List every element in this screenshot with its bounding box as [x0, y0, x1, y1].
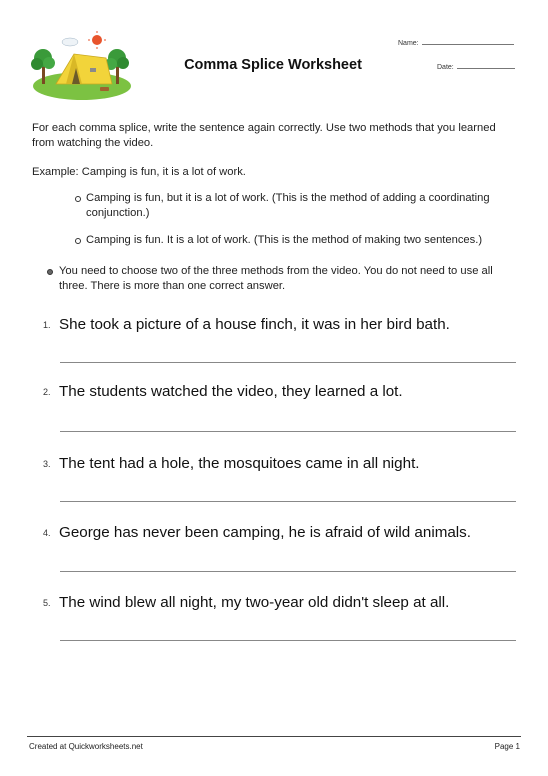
bullet-circle-icon: [75, 238, 81, 244]
question-text: The tent had a hole, the mosquitoes came in all night.: [59, 455, 420, 472]
question-number: 5.: [43, 598, 51, 608]
example-label: Example:: [32, 166, 79, 178]
name-field[interactable]: [398, 38, 514, 47]
question-number: 3.: [43, 459, 51, 469]
bullet-dot-icon: [47, 269, 53, 275]
camping-tent-logo: [28, 30, 136, 104]
question-number: 4.: [43, 528, 51, 538]
question-text: The wind blew all night, my two-year old didn't sleep at all.: [59, 594, 450, 611]
example-method-1-text: Camping is fun, but it is a lot of work. (This is the method of adding a coordinating conjunction.): [86, 192, 490, 219]
footer-credit: Created at Quickworksheets.net: [29, 742, 143, 751]
answer-line[interactable]: [60, 640, 516, 641]
example-sentence: Camping is fun, it is a lot of work.: [81, 166, 246, 178]
example-method-1: [86, 191, 496, 221]
date-label: Date:: [437, 64, 454, 71]
date-blank[interactable]: [457, 62, 515, 69]
question-text: George has never been camping, he is afraid of wild animals.: [59, 524, 471, 541]
cloud-icon: [62, 38, 78, 46]
question-text: She took a picture of a house finch, it was in her bird bath.: [59, 316, 450, 333]
name-label: Name:: [398, 40, 419, 47]
footer-divider: [27, 736, 521, 737]
answer-line[interactable]: [60, 362, 516, 363]
date-field[interactable]: [437, 62, 515, 71]
question-number: 1.: [43, 320, 51, 330]
question-text: The students watched the video, they learned a lot.: [59, 383, 403, 400]
note-text: You need to choose two of the three methods from the video. You do not need to use all three. There is more than one correct answer.: [59, 265, 493, 292]
example-method-2: [86, 233, 496, 248]
bullet-circle-icon: [75, 196, 81, 202]
tent-icon: [56, 54, 112, 84]
example-line: [32, 166, 246, 178]
answer-line[interactable]: [60, 501, 516, 502]
question-number: 2.: [43, 387, 51, 397]
answer-line[interactable]: [60, 571, 516, 572]
sun-icon: [92, 35, 102, 45]
instructions-text: For each comma splice, write the sentence again correctly. Use two methods that you learned from watching the video.: [32, 122, 496, 149]
name-blank[interactable]: [422, 38, 514, 45]
page-number: Page 1: [494, 742, 520, 751]
log-icon: [100, 87, 109, 91]
example-method-2-text: Camping is fun. It is a lot of work. (This is the method of making two sentences.): [86, 234, 483, 246]
page-title: Comma Splice Worksheet: [184, 57, 362, 73]
answer-line[interactable]: [60, 431, 516, 432]
note-item: [59, 264, 519, 294]
